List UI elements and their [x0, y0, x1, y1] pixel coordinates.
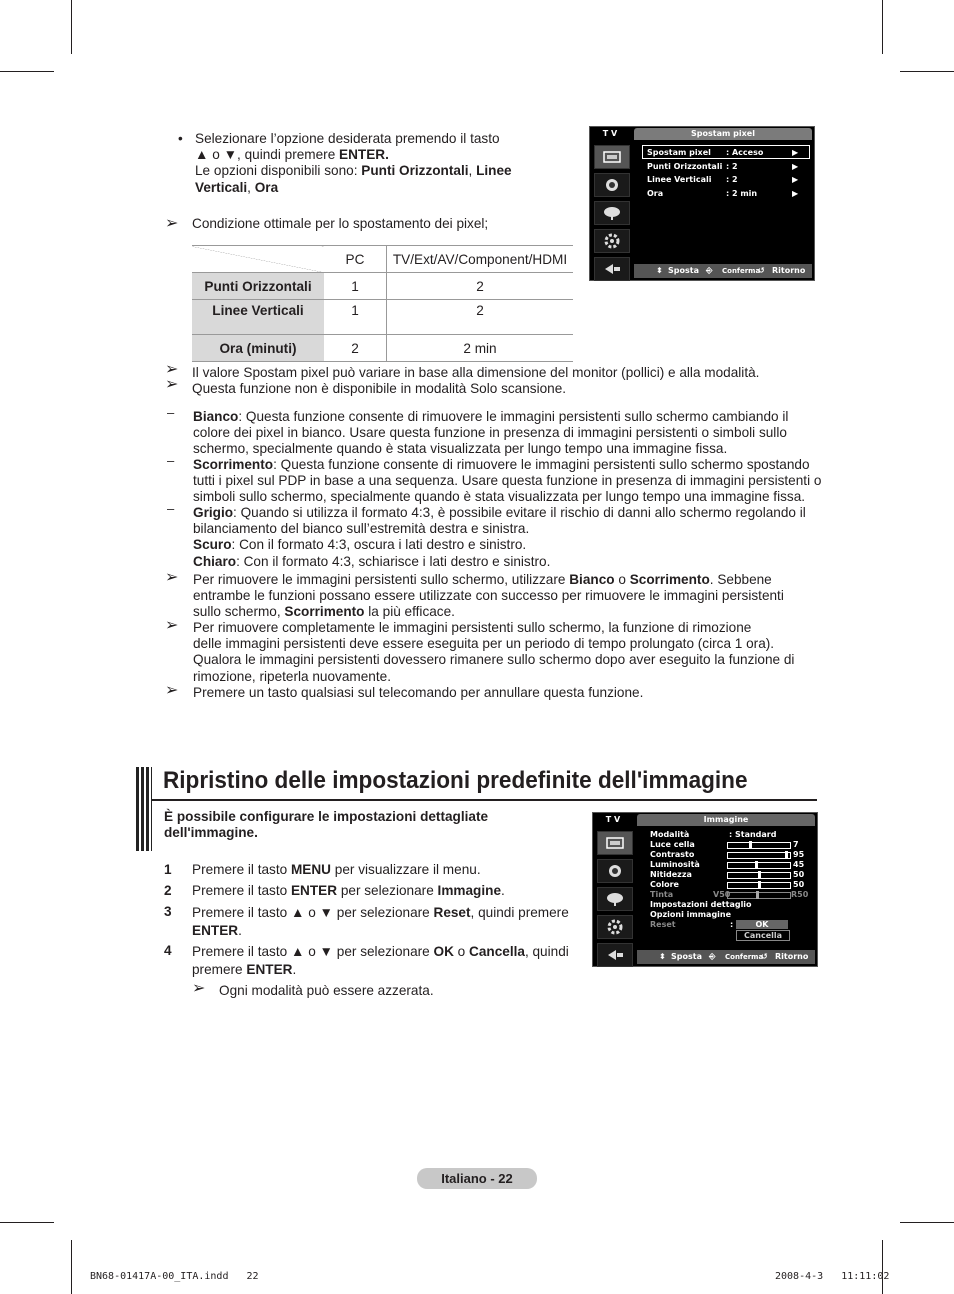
text-bold: Bianco	[569, 572, 615, 587]
crop-mark	[0, 71, 54, 72]
section-title-bar	[136, 767, 152, 851]
note-arrow-icon: ➢	[165, 682, 179, 699]
channel-icon	[594, 201, 630, 225]
osd-slider-bar[interactable]	[727, 862, 791, 869]
setup-icon	[594, 229, 630, 253]
step-3	[192, 904, 592, 940]
crop-mark	[71, 0, 72, 54]
table-row-label: Linee Verticali	[192, 300, 324, 335]
osd-footer-confirm: Conferma	[725, 953, 764, 961]
section-title-underline	[152, 799, 817, 801]
osd-tv-label: T V	[605, 815, 621, 824]
table-cell: 2	[324, 335, 387, 362]
osd-slider-handle[interactable]	[755, 861, 758, 869]
osd-row-value: : Acceso	[726, 148, 764, 157]
osd-slider-handle[interactable]	[785, 851, 788, 859]
osd-row-value: : 2	[726, 162, 738, 171]
text-bold: Reset	[433, 905, 471, 920]
bullet-select-option	[195, 131, 575, 196]
osd-row-colon: :	[730, 920, 734, 929]
osd-row-key: Tinta	[650, 890, 674, 899]
osd-pixel-shift	[589, 126, 815, 281]
text-span: o	[453, 944, 470, 959]
text-span: premere	[192, 962, 247, 977]
text-bold: ENTER	[290, 883, 338, 898]
text-line: dell'immagine.	[164, 825, 258, 841]
osd-row-key: Ora	[647, 189, 664, 198]
dash-marker: –	[167, 453, 175, 468]
slug-left: BN68-01417A-00_ITA.indd 22	[90, 1271, 259, 1282]
tip-remove-images	[193, 572, 833, 621]
osd-slider-handle[interactable]	[758, 881, 761, 889]
crop-mark	[0, 1222, 54, 1223]
text-bold: Grigio	[193, 505, 234, 520]
enter-icon: ⎆	[709, 952, 716, 961]
text-span: per visualizzare il menu.	[331, 862, 481, 877]
text-line: delle immagini persistenti deve essere eseguita per un periodo di tempo prolungato (circa 1 ora).	[193, 636, 775, 652]
move-icon: ⬍	[656, 266, 663, 275]
return-icon: ↺	[761, 952, 768, 961]
pixel-shift-table	[192, 245, 573, 362]
text-span: ,	[468, 163, 473, 179]
text-line: bilanciamento del bianco sull’estremità destra e sinistra.	[193, 521, 530, 537]
text-span: : Questa funzione consente di rimuovere le immagini persistenti sullo schermo spostando	[273, 457, 810, 472]
text-line: schermo, specialmente quando è stata visualizzata per lungo tempo una immagine fissa.	[193, 441, 728, 457]
osd-slider-value: 50	[793, 870, 805, 879]
text-span: ,	[247, 179, 255, 195]
crop-mark	[882, 1240, 883, 1294]
table-header-tv: TV/Ext/AV/Component/HDMI	[387, 246, 574, 273]
osd-slider-label: Colore	[650, 880, 679, 889]
step-2	[192, 883, 505, 899]
text-span: , quindi	[524, 944, 569, 959]
text-span: sullo schermo,	[193, 604, 285, 620]
text-span: Le opzioni disponibili sono:	[195, 163, 362, 179]
osd-row-key: Reset	[650, 920, 676, 929]
osd-footer-back: Ritorno	[772, 266, 806, 275]
osd-slider-handle[interactable]	[758, 871, 761, 879]
crop-mark	[900, 71, 954, 72]
text-bold: Cancella	[469, 944, 525, 959]
osd-cancel-button[interactable]: Cancella	[736, 930, 790, 941]
osd-row-value: : 2	[726, 175, 738, 184]
osd-slider-value: 50	[793, 880, 805, 889]
text-bold: Linee	[476, 163, 512, 179]
text-span: : Con il formato 4:3, oscura i lati destro e sinistro.	[231, 537, 527, 553]
table-row-label: Punti Orizzontali	[192, 273, 324, 300]
note-scan: Questa funzione non è disponibile in modalità Solo scansione.	[192, 381, 567, 396]
arrow-right-icon: ▶	[792, 148, 799, 157]
text-span: ▲ o ▼, quindi premere	[195, 147, 340, 163]
step-number: 3	[164, 904, 172, 919]
osd-tint-bar[interactable]	[727, 892, 791, 899]
text-span: Premere il tasto ▲ o ▼ per selezionare	[192, 905, 434, 920]
table-cell: 1	[324, 273, 387, 300]
text-span: la più efficace.	[364, 604, 455, 620]
dash-marker: –	[167, 405, 175, 420]
osd-slider-label: Luce cella	[650, 840, 695, 849]
text-span: Premere il tasto	[192, 883, 291, 898]
text-line: È possibile configurare le impostazioni dettagliate	[164, 809, 489, 824]
picture-icon	[597, 831, 633, 855]
table-cell: 1	[324, 300, 387, 335]
osd-row-key: Punti Orizzontali	[647, 162, 723, 171]
arrow-right-icon: ▶	[792, 175, 799, 184]
picture-icon	[594, 145, 630, 169]
move-icon: ⬍	[659, 952, 666, 961]
table-row-label: Ora (minuti)	[192, 335, 324, 362]
osd-footer-move: Sposta	[668, 266, 699, 275]
text-bold: ENTER	[246, 962, 293, 977]
text-bold: ENTER.	[339, 147, 389, 163]
bianco-desc	[193, 409, 823, 458]
text-span: : Con il formato 4:3, schiarisce i lati destro e sinistro.	[236, 553, 551, 569]
grigio-desc	[193, 505, 833, 570]
arrow-right-icon: ▶	[792, 162, 799, 171]
text-line: Selezionare l’opzione desiderata premendo il tasto	[195, 131, 500, 146]
note-arrow-icon: ➢	[165, 617, 179, 634]
step-number: 4	[164, 943, 172, 958]
text-line: simboli sullo schermo, specialmente quando è stata visualizzata per lungo tempo una immagine fissa.	[193, 489, 806, 505]
note-arrow-icon: ➢	[165, 361, 179, 378]
text-bold: Chiaro	[193, 553, 237, 569]
text-bold: ENTER	[192, 923, 239, 938]
step-1	[192, 862, 481, 878]
text-bold: Scorrimento	[629, 572, 710, 587]
osd-slider-bar[interactable]	[727, 882, 791, 889]
osd-slider-bar[interactable]	[727, 872, 791, 879]
text-line: tutti i pixel sul PDP in base a una sequenza. Usare questa funzione in presenza di immagini persistenti o	[193, 473, 822, 489]
note-condition: Condizione ottimale per lo spostamento dei pixel;	[192, 216, 489, 231]
osd-tint-handle[interactable]	[756, 891, 759, 899]
text-bold: OK	[433, 944, 454, 959]
section-title: Ripristino delle impostazioni predefinite dell'immagine	[163, 767, 748, 794]
osd-sidebar	[592, 143, 630, 285]
text-line: colore dei pixel in bianco. Usare questa funzione in presenza di immagini persistenti o simboli sullo	[193, 425, 787, 441]
text-span: Per rimuovere le immagini persistenti sullo schermo, utilizzare	[193, 572, 570, 587]
return-icon: ↺	[758, 266, 765, 275]
text-span: o	[614, 572, 630, 587]
note-size: Il valore Spostam pixel può variare in base alla dimensione del monitor (pollici) e alla modalità.	[192, 365, 760, 380]
note-arrow-icon: ➢	[192, 980, 206, 997]
table-cell: 2	[387, 300, 574, 335]
osd-row-key: Linee Verticali	[647, 175, 712, 184]
text-bold: Scorrimento	[284, 604, 365, 620]
text-span: per selezionare	[337, 883, 438, 898]
osd-slider-value: 45	[793, 860, 805, 869]
scorrimento-desc	[193, 457, 833, 506]
osd-footer-back: Ritorno	[775, 952, 809, 961]
osd-row-key: Impostazioni dettaglio	[650, 900, 752, 909]
osd-sidebar	[595, 829, 633, 971]
step-4	[192, 943, 592, 979]
text-line: Per rimuovere completamente le immagini persistenti sullo schermo, la funzione di rimozione	[193, 620, 752, 635]
text-span: : Questa funzione consente di rimuovere le immagini persistenti sullo schermo cambiando il	[238, 409, 789, 424]
osd-title: Immagine	[637, 814, 815, 826]
osd-tv-label: T V	[602, 129, 618, 138]
osd-row-key: Modalità	[650, 830, 690, 839]
step-number: 2	[164, 883, 172, 898]
table-cell: 2	[387, 273, 574, 300]
osd-row-key: Spostam pixel	[647, 148, 711, 157]
osd-picture	[592, 812, 818, 967]
text-bold: Punti Orizzontali	[361, 163, 469, 179]
text-bold: MENU	[290, 862, 331, 877]
text-bold: Immagine	[437, 883, 502, 898]
dash-marker: –	[167, 501, 175, 516]
osd-footer-confirm: Conferma	[722, 267, 761, 275]
table-corner	[192, 246, 324, 273]
text-bold: Ora	[254, 179, 279, 195]
osd-slider-label: Contrasto	[650, 850, 695, 859]
note-arrow-icon: ➢	[165, 376, 179, 393]
note-arrow-icon: ➢	[165, 569, 179, 586]
osd-slider-bar[interactable]	[727, 842, 791, 849]
text-span: .	[292, 962, 297, 977]
section-intro	[164, 809, 544, 841]
text-span: Premere il tasto ▲ o ▼ per selezionare	[192, 944, 434, 959]
enter-icon: ⎆	[706, 266, 713, 275]
osd-footer-move: Sposta	[671, 952, 702, 961]
slug-right: 2008-4-3 11:11:02	[775, 1271, 890, 1282]
text-bold: Scorrimento	[193, 457, 274, 472]
crop-mark	[71, 1240, 72, 1294]
note-arrow-icon: ➢	[165, 215, 179, 232]
osd-ok-button[interactable]: OK	[736, 920, 788, 929]
osd-tint-left: V50	[713, 890, 731, 899]
text-span: Premere il tasto	[192, 862, 291, 877]
text-span: . Sebbene	[709, 572, 772, 587]
text-span: .	[238, 923, 242, 938]
osd-slider-label: Nitidezza	[650, 870, 692, 879]
setup-icon	[597, 915, 633, 939]
text-bold: Bianco	[193, 409, 239, 424]
osd-title: Spostam pixel	[634, 128, 812, 140]
text-span: , quindi premere	[470, 905, 569, 920]
tip-complete-removal	[193, 620, 833, 685]
input-icon	[597, 943, 633, 967]
table-header-pc: PC	[324, 246, 387, 273]
osd-footer	[637, 950, 815, 964]
input-icon	[594, 257, 630, 281]
page-number-pill: Italiano - 22	[417, 1168, 537, 1189]
osd-slider-value: 95	[793, 850, 805, 859]
tip-cancel: Premere un tasto qualsiasi sul telecomando per annullare questa funzione.	[193, 685, 644, 700]
osd-slider-label: Luminosità	[650, 860, 700, 869]
osd-slider-handle[interactable]	[749, 841, 752, 849]
sound-icon	[597, 859, 633, 883]
text-span: .	[501, 883, 505, 898]
crop-mark	[882, 0, 883, 54]
osd-slider-bar[interactable]	[727, 852, 791, 859]
crop-mark	[900, 1222, 954, 1223]
osd-row-value: : Standard	[729, 830, 777, 839]
channel-icon	[597, 887, 633, 911]
step-note: Ogni modalità può essere azzerata.	[219, 983, 434, 998]
text-span: : Quando si utilizza il formato 4:3, è possibile evitare il rischio di danni allo schermo regolando il	[233, 505, 806, 520]
osd-row-value: : 2 min	[726, 189, 758, 198]
osd-row-key: Opzioni immagine	[650, 910, 732, 919]
text-bold: Verticali	[195, 179, 248, 195]
osd-slider-value: 7	[793, 840, 799, 849]
text-bold: Scuro	[193, 537, 232, 553]
text-line: entrambe le funzioni possano essere utilizzate con successo per rimuovere le immagini persistenti	[193, 588, 784, 604]
arrow-right-icon: ▶	[792, 189, 799, 198]
text-line: rimozione, ripeterla nuovamente.	[193, 668, 391, 684]
osd-tint-right: R50	[791, 890, 809, 899]
sound-icon	[594, 173, 630, 197]
table-cell: 2 min	[387, 335, 574, 362]
step-number: 1	[164, 862, 172, 877]
text-line: Qualora le immagini persistenti dovessero rimanere sullo schermo dopo aver eseguito la funzione di	[193, 652, 795, 668]
osd-footer	[634, 264, 812, 278]
bullet-dot: •	[178, 131, 183, 146]
